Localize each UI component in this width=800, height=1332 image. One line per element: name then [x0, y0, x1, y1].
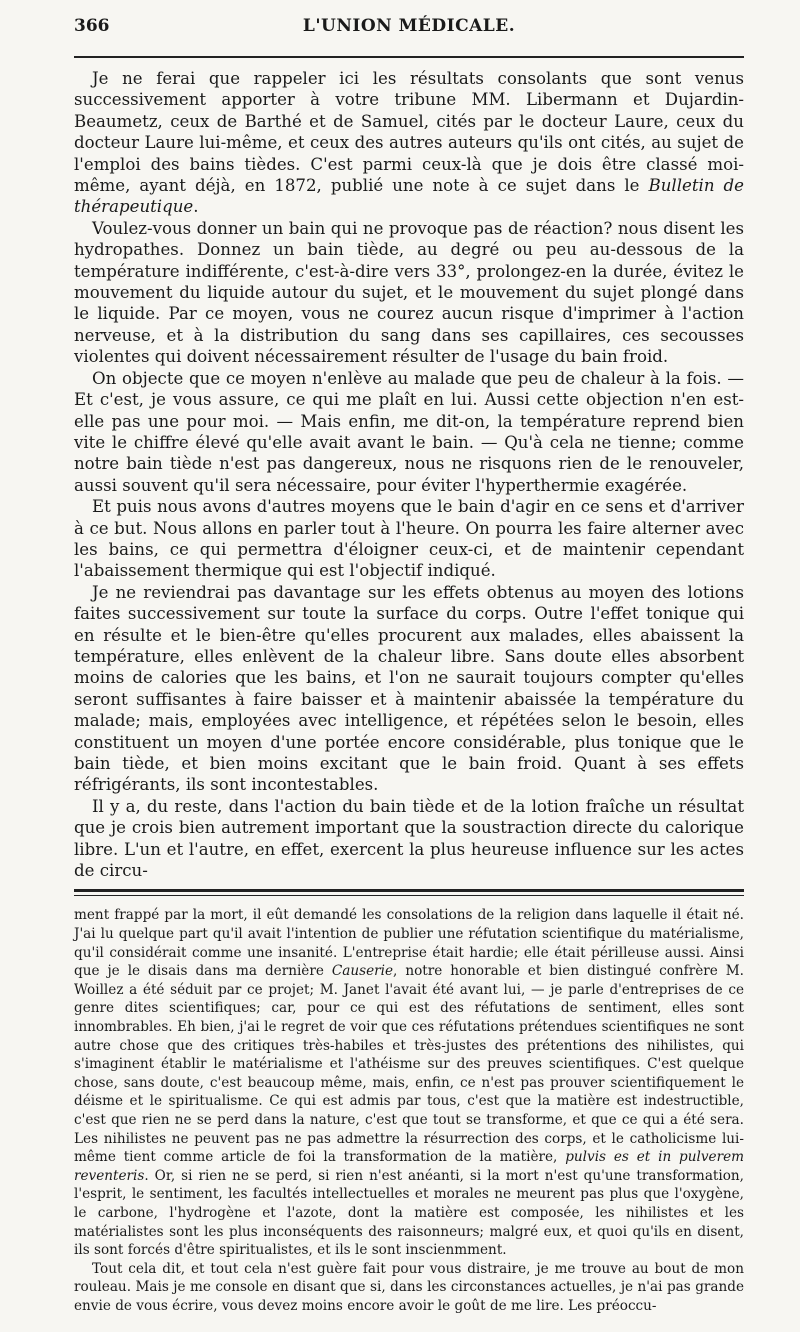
paragraph: Je ne reviendrai pas davantage sur les effets obtenus au moyen des lotions faites successivement sur toute la surface du corps. Outre l'effet tonique qui en résulte et le bien-être qu'elles procurent aux malades, elles abaissent la température, elles enlèvent de la chaleur libre. Sans doute elles absorbent moins de calories que les bains, et l'on ne saurait toujours compter qu'elles seront suffisantes à faire baisser et à maintenir abaissée la température du malade; mais, employées avec intelligence, et répétées selon le besoin, elles constituent un moyen d'une portée encore considérable, plus tonique que le bain tiède, et bien moins excitant que le bain froid. Quant à ses effets réfrigérants, ils sont incontestables. [74, 582, 744, 795]
running-header [74, 16, 744, 50]
paragraph: Et puis nous avons d'autres moyens que le bain d'agir en ce sens et d'arriver à ce but. Nous allons en parler tout à l'heure. On pourra les faire alterner avec les bains, ce qui permettra d'éloigner ceux-ci, et de maintenir cependant l'abaissement thermique qui est l'objectif indiqué. [74, 497, 744, 581]
header-rule [74, 56, 744, 58]
paragraph: Il y a, du reste, dans l'action du bain tiède et de la lotion fraîche un résultat que je crois bien autrement important que la soustraction directe du calorique libre. L'un et l'autre, en effet, exercent la plus heureuse influence sur les actes de circu- [74, 796, 744, 881]
journal-title: L'UNION MÉDICALE. [302, 16, 516, 36]
paragraph: Je ne ferai que rappeler ici les résultats consolants que sont venus successivement apporter à votre tribune MM. Libermann et Dujardin-Beaumetz, ceux de Barthé et de Samuel, cités par le docteur Laure, ceux du docteur Laure lui-même, et ceux des autres auteurs qu'ils ont cités, au sujet de l'emploi des bains tièdes. C'est parmi ceux-là que je dois être classé moi-même, ayant déjà, en 1872, publié une note à ce sujet dans le Bulletin de thérapeutique. [74, 69, 745, 217]
main-text [74, 68, 744, 881]
paragraph: Voulez-vous donner un bain qui ne provoque pas de réaction? nous disent les hydropathes. Donnez un bain tiède, au degré ou peu au-dessous de la température indifférente, c'est-à-dire vers 33°, prolongez-en la durée, évitez le mouvement du liquide autour du sujet, et le mouvement du sujet plongé dans le liquide. Par ce moyen, vous ne courez aucun risque d'imprimer à l'action nerveuse, et à la distribution du sang dans ses capillaires, ces secousses violentes qui doivent nécessairement résulter de l'usage du bain froid. [74, 218, 744, 367]
paragraph: On objecte que ce moyen n'enlève au malade que peu de chaleur à la fois. — Et c'est, je vous assure, ce qui me plaît en lui. Aussi cette objection n'en est-elle pas une pour moi. — Mais enfin, me dit-on, la température reprend bien vite le chiffre élevé qu'elle avait avant le bain. — Qu'à cela ne tienne; comme notre bain tiède n'est pas dangereux, nous ne risquons rien de le renouveler, aussi souvent qu'il sera nécessaire, pour éviter l'hyperthermie exagérée. [74, 368, 744, 495]
journal-citation: Bulletin de thérapeutique [74, 176, 745, 217]
feuilleton-paragraph: ment frappé par la mort, il eût demandé les consolations de la religion dans laquelle il était né. J'ai lu quelque part qu'il avait l'intention de publier une réfutation scientifique du matérialisme, qu'il considérait comme une insanité. L'entreprise était hardie; elle était périlleuse aussi. Ainsi que je le disais dans ma dernière Causerie, notre honorable et bien distingué confrère M. Woillez a été séduit par ce projet; M. Janet l'avait été avant lui, — je parle d'entreprises de ce genre dites scientifiques; car, pour ce qui est des réfutations de sentiment, elles sont innombrables. Eh bien, j'ai le regret de voir que ces réfutations prétendues scientifiques ne sont autre chose que des critiques très-habiles et très-justes des prétentions des nihilistes, qui s'imaginent établir le matérialisme et l'athéisme sur des preuves scientifiques. C'est quelque chose, sans doute, c'est beaucoup même, mais, enfin, ce n'est pas prouver scientifiquement le déisme et le spiritualisme. Ce qui est admis par tous, c'est que la matière est indestructible, c'est que rien ne se perd dans la nature, c'est que tout se transforme, et que ce qui a été sera. Les nihilistes ne peuvent pas ne pas admettre la résurrection des corps, et le catholicisme lui-même tient comme article de foi la transformation de la matière, pulvis es et in pulverem reventeris. Or, si rien ne se perd, si rien n'est anéanti, si la mort n'est qu'une transformation, l'esprit, le sentiment, les facultés intellectuelles et morales ne meurent pas plus que l'oxygène, le carbone, l'hydrogène et l'azote, dont la matière est composée, les nihilistes et les matérialistes sont les plus inconséquents des raisonneurs; malgré eux, et quoi qu'ils en disent, ils sont forcés d'être spiritualistes, et ils le sont inscienmment. [74, 907, 745, 1259]
feuilleton-separator [74, 889, 744, 896]
page-number: 366 [74, 16, 110, 36]
feuilleton-text [74, 906, 744, 1315]
feuilleton-paragraph: Tout cela dit, et tout cela n'est guère fait pour vous distraire, je me trouve au bout de mon rouleau. Mais je me console en disant que si, dans les circonstances actuelles, je n'ai pas grande envie de vous écrire, vous devez moins encore avoir le goût de me lire. Les préoccu- [74, 1260, 744, 1314]
page [74, 16, 744, 1316]
